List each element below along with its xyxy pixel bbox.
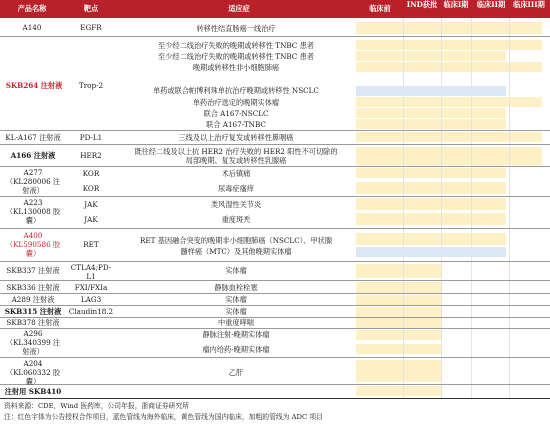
progress-bar-skb264-7 (356, 119, 506, 129)
grid-v-ind (403, 18, 404, 398)
progress-bar-skb378 (356, 318, 442, 328)
product-a400-line2: （KL590586 胶 (5, 240, 61, 249)
indication-skb337: 实体瘤 (225, 266, 247, 275)
progress-bar-skb264-3 (356, 62, 542, 72)
product-a296-line3: 射液） (22, 347, 44, 356)
product-a400 (0, 231, 66, 258)
progress-bar-skb264-1 (356, 40, 542, 50)
indication-skb264-2: 至少经二线治疗失败的晚期或转移性 TNBC 患者 (158, 52, 314, 61)
product-skb315: SKB315 注射液 (4, 307, 62, 316)
row-rule (0, 144, 550, 145)
indication-a277-2: 尿毒症瘙痒 (218, 184, 254, 193)
progress-bar-a140 (356, 22, 542, 34)
target-a277-2: KOR (82, 184, 100, 193)
indication-kla167: 三线及以上治疗复发或转移性鼻咽癌 (178, 133, 294, 142)
product-a223-line1: A223 (23, 198, 43, 207)
row-rule (0, 130, 550, 131)
product-a277-line2: （KL280006 注 (5, 177, 61, 186)
product-a289: A289 注射液 (11, 295, 55, 304)
header-indication: 适应症 (228, 4, 250, 13)
progress-bar-skb337 (356, 264, 442, 278)
product-a223 (0, 198, 66, 225)
progress-bar-skb264-5 (356, 97, 542, 107)
header-ind (406, 0, 438, 9)
header-phase3-label: 临床III期 (513, 0, 545, 9)
product-skb336: SKB336 注射液 (6, 283, 60, 292)
product-a400-line1: A400 (23, 231, 43, 240)
progress-bar-a400-2 (356, 247, 506, 257)
target-skb336: FXI/FXIa (74, 283, 108, 292)
product-kla167: KL-A167 注射液 (5, 133, 61, 142)
progress-bar-a166 (356, 147, 542, 165)
indication-skb264-4: 单药或联合帕博利珠单抗治疗晚期或转移性 NSCLC (153, 86, 319, 95)
product-a296 (0, 329, 66, 356)
row-rule (0, 166, 550, 167)
source-note: 资料来源：CDE，Wind 医药库，公司年报，浙商证券研究所 (4, 402, 190, 410)
indication-skb264-6: 联合 A167-NSCLC (203, 109, 269, 118)
indication-a400-2: 髓样癌（MTC）及其他晚期实体瘤 (180, 247, 292, 256)
target-a400: RET (83, 240, 99, 249)
header-phase3 (512, 0, 546, 9)
product-a223-line3: 囊） (25, 216, 41, 225)
row-rule (0, 261, 550, 262)
progress-bar-skb315 (356, 307, 442, 317)
progress-bar-a296-1 (356, 330, 442, 340)
target-a289: LAG3 (80, 295, 102, 304)
grid-v-p3 (509, 18, 510, 398)
row-rule (0, 357, 550, 358)
product-a400-line3: 囊） (25, 249, 41, 258)
target-a166: HER2 (80, 151, 102, 160)
indication-a277-1: 术后镇痛 (221, 169, 251, 178)
product-a277 (0, 168, 66, 195)
indication-skb264-1: 至少经二线治疗失败的晚期或转移性 TNBC 患者 (158, 41, 314, 50)
progress-bar-skb410 (356, 386, 442, 396)
product-skb378: SKB378 注射液 (6, 318, 60, 327)
product-a277-line3: 射液） (22, 186, 44, 195)
product-a223-line2: （KL130008 胶 (5, 207, 61, 216)
indication-skb264-3: 晚期或转移性非小细胞肺癌 (192, 63, 280, 72)
row-rule (0, 293, 550, 294)
product-a296-line2: （KL340399 注 (5, 338, 61, 347)
product-a204 (0, 359, 66, 386)
indication-a166-1: 既往经二线及以上抗 HER2 治疗失败的 HER2 阳性不可切除的 (134, 147, 338, 156)
indication-skb336: 静脉血栓栓塞 (214, 283, 258, 292)
header-ind-label: IND获批 (406, 0, 438, 9)
progress-bar-a204 (356, 360, 442, 382)
row-rule (0, 36, 550, 37)
product-skb337: SKB337 注射液 (6, 266, 60, 275)
target-a223-1: JAK (84, 200, 98, 209)
product-skb410: 注射用 SKB410 (4, 387, 62, 396)
indication-skb264-7: 联合 A167-TNBC (206, 120, 266, 129)
progress-bar-a296-2 (356, 344, 442, 354)
indication-skb264-5: 单药治疗选定的晚期实体瘤 (192, 98, 280, 107)
progress-bar-a223-2 (356, 213, 506, 225)
legend-note: 注：红色字体为公告授权合作项目，蓝色管线为海外临床，黄色管线为国内临床，加粗的管线为 ADC 项目 (4, 413, 323, 421)
indication-a204: 乙肝 (228, 368, 244, 377)
progress-bar-skb336 (356, 282, 442, 293)
indication-a166-2: 局部晚期、复发或转移性乳腺癌 (185, 156, 287, 165)
progress-bar-a223-1 (356, 198, 506, 210)
header-phase1 (442, 0, 470, 9)
header-phase2 (474, 0, 508, 9)
header-preclinical: 临床前 (369, 4, 391, 13)
table-bottom-rule (0, 398, 550, 399)
header-target: 靶点 (83, 4, 99, 13)
indication-a400-1: RET 基因融合突变的晚期非小细胞肺癌（NSCLC）、甲状腺 (139, 236, 333, 245)
indication-a223-1: 类风湿性关节炎 (210, 200, 262, 209)
progress-bar-a289 (356, 295, 442, 305)
indication-skb378: 中重度哮喘 (218, 318, 254, 327)
indication-a296-1: 静脉注射-晚期实体瘤 (202, 330, 270, 339)
product-a277-line1: A277 (23, 168, 43, 177)
row-rule (0, 228, 550, 229)
product-a166: A166 注射液 (10, 151, 56, 160)
target-a223-2: JAK (84, 215, 98, 224)
target-a140: EGFR (80, 23, 102, 32)
target-skb315: Claudin18.2 (68, 307, 114, 316)
product-skb264: SKB264 注射液 (5, 81, 63, 90)
target-skb337 (68, 263, 114, 281)
progress-bar-skb264-2 (356, 51, 506, 61)
grid-v-p2 (471, 18, 472, 398)
progress-bar-skb264-6 (356, 108, 506, 118)
indication-skb315: 实体瘤 (225, 307, 247, 316)
header-phase1-label: 临床I期 (443, 0, 469, 9)
row-rule (0, 384, 550, 385)
row-rule (0, 196, 550, 197)
progress-bar-a400-1 (356, 233, 506, 245)
target-skb264: Trop-2 (78, 81, 104, 90)
target-kla167: PD-L1 (79, 133, 103, 142)
grid-v-p1 (441, 18, 442, 398)
indication-a289: 实体瘤 (225, 295, 247, 304)
indication-a296-2: 瘤内给药-晚期实体瘤 (202, 345, 270, 354)
product-a140: A140 (22, 23, 42, 32)
progress-bar-a277-1 (356, 168, 506, 178)
progress-bar-skb264-4 (356, 86, 506, 96)
row-rule (0, 328, 550, 329)
target-skb337-line1: CTLA4;PD- (70, 263, 112, 272)
header-product: 产品名称 (17, 4, 47, 13)
product-a204-line1: A204 (23, 359, 43, 368)
target-a277-1: KOR (82, 169, 100, 178)
indication-a140: 转移性结直肠癌一线治疗 (196, 24, 276, 33)
row-rule (0, 305, 550, 306)
product-a204-line2: （KL060332 胶 (5, 368, 61, 377)
progress-bar-kla167 (356, 132, 542, 142)
header-phase2-label: 临床II期 (476, 0, 506, 9)
product-a204-line3: 囊） (25, 377, 41, 386)
product-a296-line1: A296 (23, 329, 43, 338)
target-skb337-line2: L1 (86, 272, 96, 281)
indication-a223-2: 重度斑秃 (221, 215, 251, 224)
progress-bar-a277-2 (356, 182, 506, 194)
